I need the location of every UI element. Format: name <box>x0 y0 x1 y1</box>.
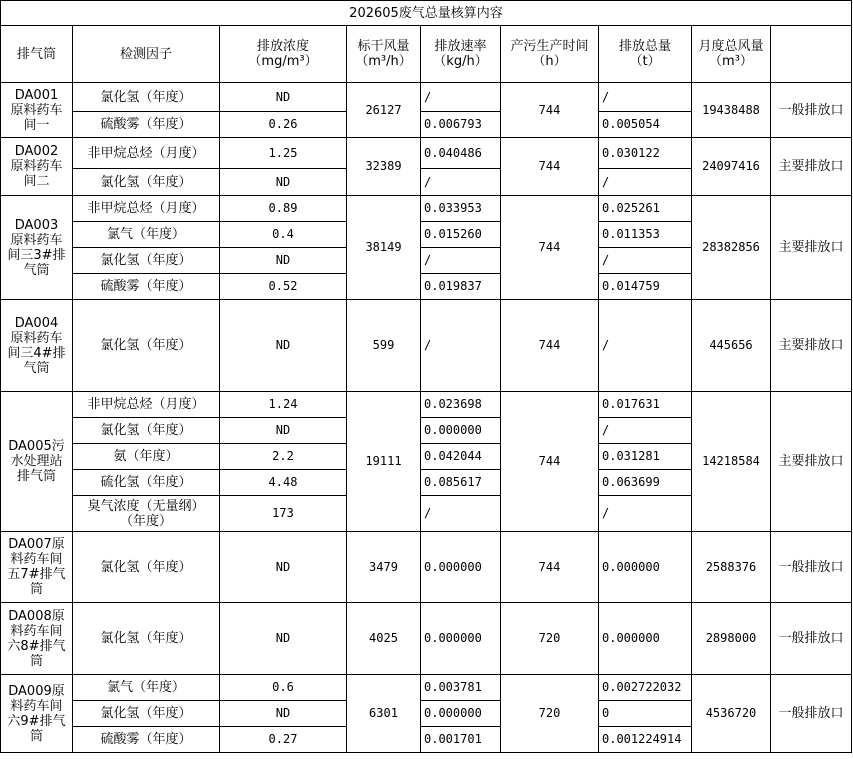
rate-cell: / <box>421 300 501 392</box>
airflow-cell: 6301 <box>347 675 421 753</box>
table-row <box>1 675 852 701</box>
outlet-cell: DA003 原料药车 间三3#排 气筒 <box>1 196 73 300</box>
outlet-cell: DA004 原料药车 间三4#排 气筒 <box>1 300 73 392</box>
table-row <box>1 138 852 169</box>
airflow-cell: 3479 <box>347 532 421 603</box>
table-row <box>1 392 852 418</box>
type-cell: 一般排放口 <box>771 603 852 675</box>
concentration-cell: 0.6 <box>220 675 347 701</box>
concentration-cell: ND <box>220 248 347 274</box>
header-airflow: 标干风量 （m³/h） <box>347 26 421 83</box>
table-row <box>1 83 852 112</box>
rate-cell: 0.000000 <box>421 532 501 603</box>
concentration-cell: ND <box>220 418 347 444</box>
header-concentration: 排放浓度 （mg/m³） <box>220 26 347 83</box>
airflow-cell: 26127 <box>347 83 421 138</box>
monthly-cell: 14218584 <box>692 392 771 532</box>
hours-cell: 744 <box>501 138 599 196</box>
concentration-cell: ND <box>220 603 347 675</box>
airflow-cell: 4025 <box>347 603 421 675</box>
table-row <box>1 603 852 675</box>
hours-cell: 720 <box>501 675 599 753</box>
rate-cell: 0.085617 <box>421 470 501 496</box>
header-hours: 产污生产时间 （h） <box>501 26 599 83</box>
factor-cell: 氯化氢（年度） <box>73 300 220 392</box>
outlet-cell: DA002 原料药车 间二 <box>1 138 73 196</box>
factor-cell: 非甲烷总烃（月度） <box>73 138 220 169</box>
header-monthly: 月度总风量 （m³） <box>692 26 771 83</box>
rate-cell: 0.042044 <box>421 444 501 470</box>
factor-cell: 氯化氢（年度） <box>73 83 220 112</box>
factor-cell: 氯气（年度） <box>73 675 220 701</box>
airflow-cell: 32389 <box>347 138 421 196</box>
total-cell: 0.031281 <box>599 444 692 470</box>
total-cell: 0.025261 <box>599 196 692 222</box>
rate-cell: 0.000000 <box>421 603 501 675</box>
rate-cell: 0.001701 <box>421 727 501 753</box>
type-cell: 一般排放口 <box>771 532 852 603</box>
factor-cell: 臭气浓度（无量纲） （年度） <box>73 496 220 532</box>
outlet-cell: DA007原 料药车间 五7#排气 筒 <box>1 532 73 603</box>
factor-cell: 非甲烷总烃（月度） <box>73 196 220 222</box>
monthly-cell: 24097416 <box>692 138 771 196</box>
total-cell: / <box>599 169 692 196</box>
factor-cell: 氯化氢（年度） <box>73 248 220 274</box>
factor-cell: 非甲烷总烃（月度） <box>73 392 220 418</box>
table-body <box>1 83 852 753</box>
table-row <box>1 300 852 392</box>
factor-cell: 氯化氢（年度） <box>73 169 220 196</box>
concentration-cell: 0.52 <box>220 274 347 300</box>
factor-cell: 氯化氢（年度） <box>73 418 220 444</box>
total-cell: 0.011353 <box>599 222 692 248</box>
total-cell: 0.001224914 <box>599 727 692 753</box>
rate-cell: / <box>421 169 501 196</box>
hours-cell: 744 <box>501 532 599 603</box>
rate-cell: 0.006793 <box>421 112 501 138</box>
rate-cell: 0.033953 <box>421 196 501 222</box>
total-cell: / <box>599 496 692 532</box>
monthly-cell: 2898000 <box>692 603 771 675</box>
rate-cell: 0.000000 <box>421 701 501 727</box>
concentration-cell: ND <box>220 300 347 392</box>
airflow-cell: 38149 <box>347 196 421 300</box>
type-cell: 主要排放口 <box>771 196 852 300</box>
monthly-cell: 2588376 <box>692 532 771 603</box>
rate-cell: 0.003781 <box>421 675 501 701</box>
factor-cell: 硫酸雾（年度） <box>73 727 220 753</box>
concentration-cell: 0.89 <box>220 196 347 222</box>
rate-cell: / <box>421 83 501 112</box>
hours-cell: 744 <box>501 392 599 532</box>
total-cell: 0.000000 <box>599 532 692 603</box>
header-factor: 检测因子 <box>73 26 220 83</box>
total-cell: / <box>599 418 692 444</box>
total-cell: 0.014759 <box>599 274 692 300</box>
concentration-cell: 1.25 <box>220 138 347 169</box>
outlet-cell: DA005污 水处理站 排气筒 <box>1 392 73 532</box>
table-row <box>1 532 852 603</box>
total-cell: 0.002722032 <box>599 675 692 701</box>
total-cell: / <box>599 83 692 112</box>
hours-cell: 744 <box>501 300 599 392</box>
outlet-cell: DA001 原料药车 间一 <box>1 83 73 138</box>
factor-cell: 硫酸雾（年度） <box>73 112 220 138</box>
total-cell: 0.000000 <box>599 603 692 675</box>
header-total: 排放总量 （t） <box>599 26 692 83</box>
factor-cell: 氯化氢（年度） <box>73 532 220 603</box>
concentration-cell: ND <box>220 532 347 603</box>
monthly-cell: 28382856 <box>692 196 771 300</box>
concentration-cell: 0.26 <box>220 112 347 138</box>
rate-cell: 0.019837 <box>421 274 501 300</box>
factor-cell: 氯气（年度） <box>73 222 220 248</box>
concentration-cell: 173 <box>220 496 347 532</box>
header-type <box>771 26 852 83</box>
factor-cell: 氯化氢（年度） <box>73 701 220 727</box>
rate-cell: / <box>421 248 501 274</box>
concentration-cell: ND <box>220 169 347 196</box>
concentration-cell: 1.24 <box>220 392 347 418</box>
rate-cell: 0.023698 <box>421 392 501 418</box>
table-title: 202605废气总量核算内容 <box>1 1 852 26</box>
hours-cell: 744 <box>501 83 599 138</box>
header-rate: 排放速率 （kg/h） <box>421 26 501 83</box>
type-cell: 一般排放口 <box>771 83 852 138</box>
table-row <box>1 196 852 222</box>
type-cell: 一般排放口 <box>771 675 852 753</box>
rate-cell: / <box>421 496 501 532</box>
concentration-cell: 4.48 <box>220 470 347 496</box>
concentration-cell: ND <box>220 701 347 727</box>
total-cell: 0.017631 <box>599 392 692 418</box>
type-cell: 主要排放口 <box>771 138 852 196</box>
rate-cell: 0.000000 <box>421 418 501 444</box>
concentration-cell: ND <box>220 83 347 112</box>
airflow-cell: 19111 <box>347 392 421 532</box>
rate-cell: 0.040486 <box>421 138 501 169</box>
hours-cell: 720 <box>501 603 599 675</box>
concentration-cell: 0.4 <box>220 222 347 248</box>
total-cell: 0.005054 <box>599 112 692 138</box>
total-cell: 0.063699 <box>599 470 692 496</box>
header-outlet: 排气筒 <box>1 26 73 83</box>
hours-cell: 744 <box>501 196 599 300</box>
outlet-cell: DA009原 料药车间 六9#排气 筒 <box>1 675 73 753</box>
factor-cell: 氯化氢（年度） <box>73 603 220 675</box>
monthly-cell: 19438488 <box>692 83 771 138</box>
header-row <box>1 26 852 83</box>
monthly-cell: 4536720 <box>692 675 771 753</box>
factor-cell: 氨（年度） <box>73 444 220 470</box>
type-cell: 主要排放口 <box>771 392 852 532</box>
airflow-cell: 599 <box>347 300 421 392</box>
total-cell: 0 <box>599 701 692 727</box>
outlet-cell: DA008原 料药车间 六8#排气 筒 <box>1 603 73 675</box>
concentration-cell: 0.27 <box>220 727 347 753</box>
concentration-cell: 2.2 <box>220 444 347 470</box>
factor-cell: 硫化氢（年度） <box>73 470 220 496</box>
rate-cell: 0.015260 <box>421 222 501 248</box>
total-cell: / <box>599 300 692 392</box>
factor-cell: 硫酸雾（年度） <box>73 274 220 300</box>
type-cell: 主要排放口 <box>771 300 852 392</box>
monthly-cell: 445656 <box>692 300 771 392</box>
total-cell: 0.030122 <box>599 138 692 169</box>
total-cell: / <box>599 248 692 274</box>
